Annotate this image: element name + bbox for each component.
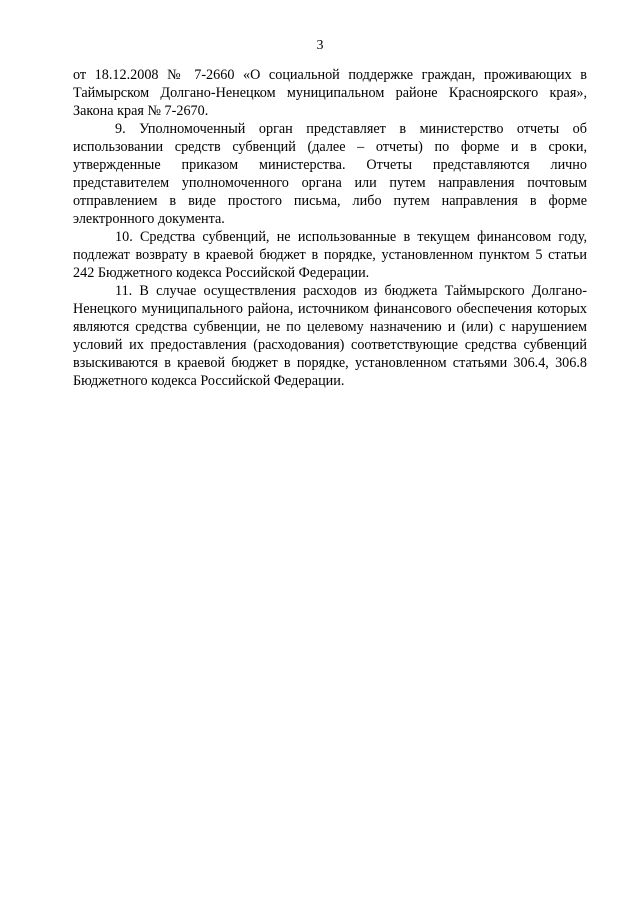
paragraph-item-9: 9. Уполномоченный орган представляет в министерство отчеты об использовании средств субвенций (далее – отчеты) по форме и в сроки, утвержденные приказом министерства. Отчеты представляются лично представителем уполномоченного органа или путем направления почтовым отправлением в виде простого письма, либо путем направления в форме электронного документа. — [73, 121, 587, 227]
paragraph-item-10: 10. Средства субвенций, не использованные в текущем финансовом году, подлежат возврату в краевой бюджет в порядке, установленном пунктом 5 статьи 242 Бюджетного кодекса Российской Федерации. — [73, 229, 587, 281]
paragraph-item-11: 11. В случае осуществления расходов из бюджета Таймырского Долгано-Ненецкого муниципального района, источником финансового обеспечения которых являются средства субвенции, не по целевому назначению и (или) с нарушением условий их предоставления (расходования) соответствующие средства субвенций взыскиваются в краевой бюджет в порядке, установленном статьями 306.4, 306.8 Бюджетного кодекса Российской Федерации. — [73, 283, 587, 389]
page-number: 3 — [316, 38, 324, 53]
paragraph-continuation: от 18.12.2008 № 7-2660 «О социальной поддержке граждан, проживающих в Таймырском Долгано-Ненецком муниципальном районе Красноярского края», Закона края № 7-2670. — [73, 67, 587, 119]
document-body — [73, 66, 587, 390]
